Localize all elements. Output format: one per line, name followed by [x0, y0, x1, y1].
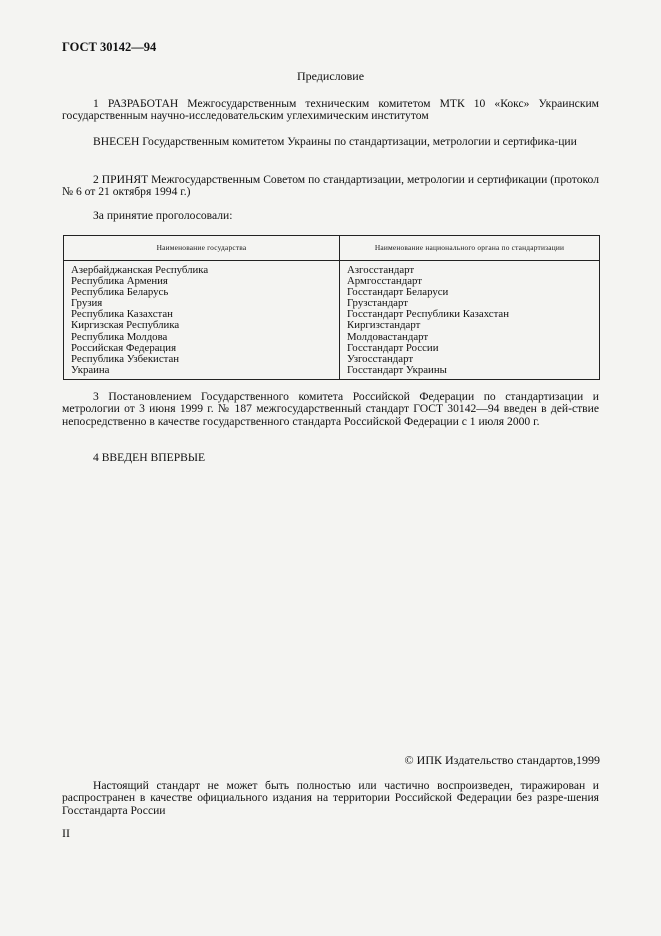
states-table [63, 235, 600, 380]
table-header-row [64, 236, 600, 261]
agency-name: Грузстандарт [347, 297, 408, 310]
column-header-agency: Наименование национального органа по стандартизации [340, 236, 600, 261]
agency-name: Узгосстандарт [347, 352, 414, 365]
paragraph-submitted: ВНЕСЕН Государственным комитетом Украины по стандартизации, метрологии и сертифика-ции [93, 135, 577, 148]
agency-name: Госстандарт Республики Казахстан [347, 308, 509, 321]
agency-name: Госстандарт России [347, 341, 439, 354]
table-body-row [64, 261, 600, 380]
agencies-column [340, 261, 600, 380]
paragraph-decree: 3 Постановлением Государственного комитета Российской Федерации по стандартизации и метрологии от 3 июня 1999 г. № 187 межгосударственный стандарт ГОСТ 30142—94 введен в дей-ствие непосредственно в качестве государственного стандарта Российской Федерации с 1 июля 2000 г. [62, 390, 599, 428]
state-name: Республика Беларусь [71, 286, 169, 299]
state-name: Республика Молдова [71, 330, 168, 343]
state-name: Украина [71, 363, 110, 376]
state-name: Азербайджанская Республика [71, 264, 209, 276]
state-name: Грузия [71, 297, 103, 310]
reproduction-notice: Настоящий стандарт не может быть полностью или частично воспроизведен, тиражирован и распространен в качестве официального издания на территории Российской Федерации без разре-шения Госстандарта России [62, 779, 599, 817]
document-code: ГОСТ 30142—94 [62, 40, 157, 54]
agency-name: Киргизстандарт [347, 319, 421, 332]
agency-name: Молдовастандарт [347, 330, 429, 343]
agency-name: Госстандарт Украины [347, 363, 447, 376]
paragraph-adopted: 2 ПРИНЯТ Межгосударственным Советом по стандартизации, метрологии и сертификации (протокол № 6 от 21 октября 1994 г.) [62, 173, 599, 199]
agency-name: Госстандарт Беларуси [347, 286, 449, 299]
paragraph-developed: 1 РАЗРАБОТАН Межгосударственным техническим комитетом МТК 10 «Кокс» Украинским государственным научно-исследовательским углехимическим институтом [62, 97, 599, 123]
page-number: II [62, 826, 70, 840]
state-name: Киргизская Республика [71, 319, 180, 332]
state-name: Республика Казахстан [71, 308, 173, 321]
copyright-text: © ИПК Издательство стандартов,1999 [404, 753, 600, 767]
paragraph-introduced: 4 ВВЕДЕН ВПЕРВЫЕ [93, 451, 206, 464]
agency-name: Армгосстандарт [347, 275, 422, 288]
state-name: Республика Армения [71, 275, 168, 288]
state-name: Республика Узбекистан [71, 352, 180, 365]
section-title: Предисловие [296, 69, 365, 83]
state-name: Российская Федерация [71, 341, 177, 354]
column-header-state: Наименование государства [64, 236, 340, 261]
paragraph-vote: За принятие проголосовали: [93, 209, 233, 222]
agency-name: Азгосстандарт [347, 264, 415, 276]
states-column [64, 261, 340, 380]
